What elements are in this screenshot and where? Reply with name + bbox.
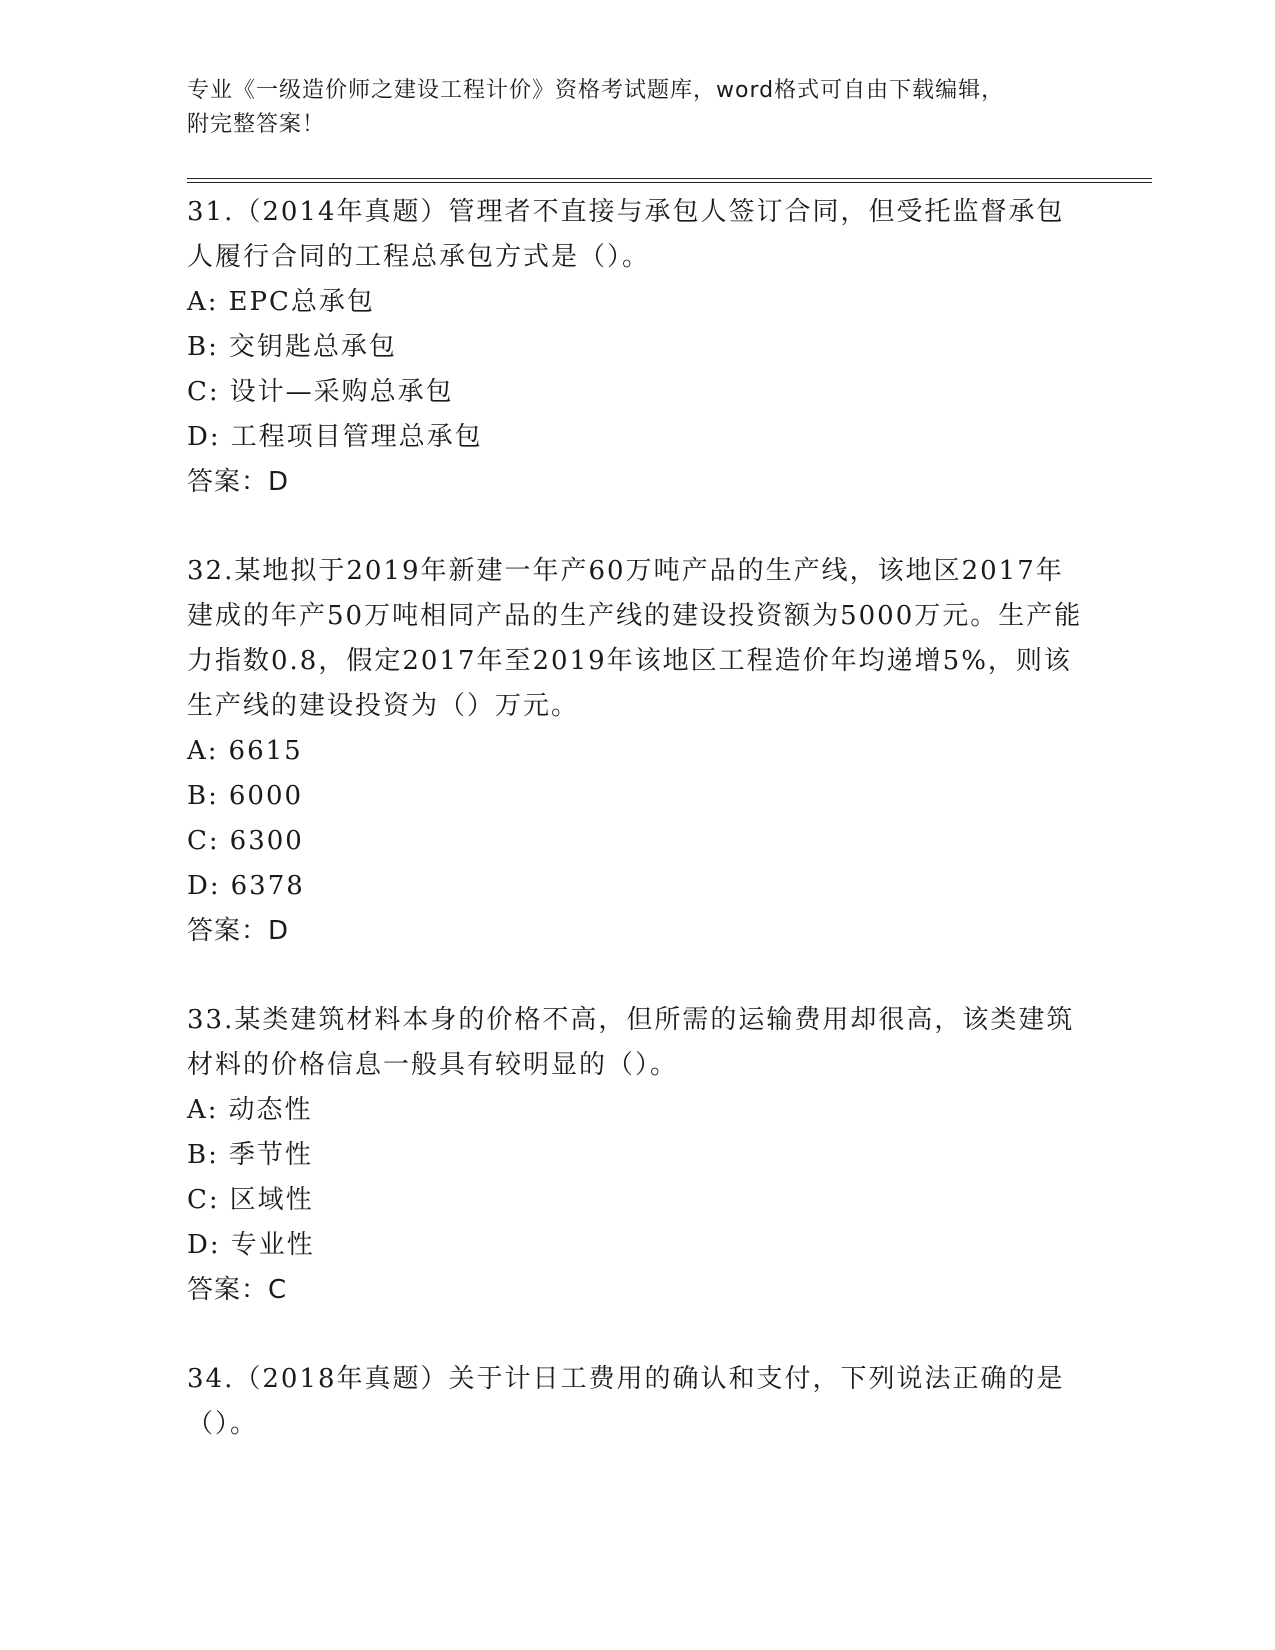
option-b (187, 1133, 1087, 1178)
option-separator: : (207, 1095, 219, 1125)
option-text: 6000 (228, 781, 304, 811)
option-separator: : (207, 287, 219, 317)
option-b (187, 325, 1087, 370)
question-stem: 34.（2018年真题）关于计日工费用的确认和支付，下列说法正确的是（）。 (187, 1364, 1065, 1439)
option-c (187, 1178, 1087, 1223)
option-separator: : (208, 1185, 220, 1215)
option-c (187, 370, 1087, 415)
question-stem: 31.（2014年真题）管理者不直接与承包人签订合同，但受托监督承包人履行合同的工程总承包方式是（）。 (187, 197, 1065, 272)
option-text: 交钥匙总承包 (228, 332, 397, 362)
option-text: 6615 (228, 736, 303, 766)
option-separator: : (208, 826, 220, 856)
option-key: A (187, 1095, 208, 1125)
option-text: 工程项目管理总承包 (230, 422, 483, 452)
header-line-1: 专业《一级造价师之建设工程计价》资格考试题库，word格式可自由下载编辑， (187, 78, 1005, 103)
option-separator: : (209, 422, 221, 452)
option-key: D (187, 1230, 210, 1260)
option-d (187, 415, 1087, 460)
question-32 (187, 549, 1087, 954)
header-line-2: 附完整答案！ (187, 112, 326, 137)
question-33 (187, 998, 1087, 1313)
question-stem: 33.某类建筑材料本身的价格不高，但所需的运输费用却很高，该类建筑材料的价格信息一般具有较明显的（）。 (187, 1005, 1075, 1080)
question-31 (187, 190, 1087, 505)
option-text: 6300 (229, 826, 304, 856)
option-separator: : (207, 736, 219, 766)
header-divider-top (187, 178, 1152, 179)
document-header (187, 74, 1067, 142)
option-b (187, 774, 1087, 819)
option-d (187, 864, 1087, 909)
option-separator: : (208, 377, 220, 407)
option-separator: : (208, 332, 219, 362)
option-text: 设计—采购总承包 (229, 377, 454, 407)
option-key: A (187, 736, 208, 766)
option-separator: : (208, 781, 219, 811)
option-text: 季节性 (228, 1140, 313, 1170)
option-text: 区域性 (229, 1185, 314, 1215)
option-key: C (187, 1185, 209, 1215)
option-c (187, 819, 1087, 864)
question-list (187, 190, 1087, 1491)
option-separator: : (209, 1230, 221, 1260)
option-separator: : (209, 871, 221, 901)
option-text: 6378 (230, 871, 305, 901)
option-a (187, 1088, 1087, 1133)
option-a (187, 729, 1087, 774)
option-key: D (187, 871, 210, 901)
answer-line: 答案：D (187, 916, 290, 946)
option-key: B (187, 332, 209, 362)
option-key: C (187, 826, 209, 856)
question-stem: 32.某地拟于2019年新建一年产60万吨产品的生产线，该地区2017年建成的年产50万吨相同产品的生产线的建设投资额为5000万元。生产能力指数0.8，假定2017年至2019年该地区工程造价年均递增5%，则该生产线的建设投资为（）万元。 (187, 556, 1083, 721)
option-key: D (187, 422, 210, 452)
answer-line: 答案：D (187, 467, 290, 497)
option-key: A (187, 287, 208, 317)
option-a (187, 280, 1087, 325)
option-key: C (187, 377, 209, 407)
question-34 (187, 1357, 1087, 1447)
answer-line: 答案：C (187, 1275, 288, 1305)
option-text: 动态性 (228, 1095, 313, 1125)
option-text: EPC总承包 (228, 287, 375, 317)
option-d (187, 1223, 1087, 1268)
option-key: B (187, 1140, 209, 1170)
option-key: B (187, 781, 209, 811)
option-text: 专业性 (230, 1230, 315, 1260)
header-divider-bottom (187, 182, 1152, 183)
option-separator: : (208, 1140, 219, 1170)
